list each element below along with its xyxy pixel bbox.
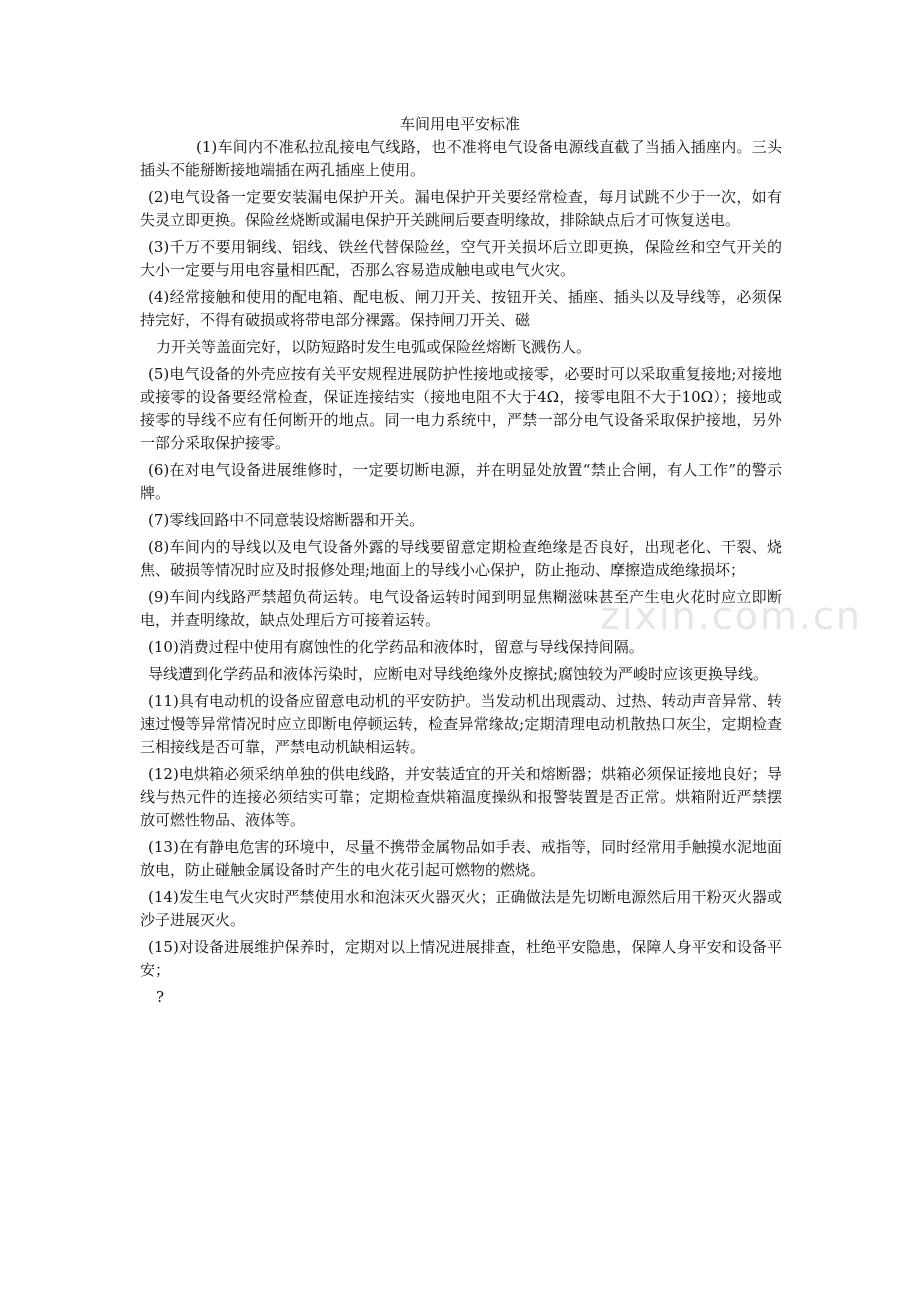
paragraph-11: (11)具有电动机的设备应留意电动机的平安防护。当发动机出现震动、过热、转动声音异常、转速过慢等异常情况时应立即断电停顿运转，检查异常缘故;定期清理电动机散热口灰尘，定期检查三相接线是否可靠，严禁电动机缺相运转。 bbox=[140, 691, 782, 756]
paragraph-8: (8)车间内的导线以及电气设备外露的导线要留意定期检查绝缘是否良好，出现老化、干裂、烧焦、破损等情况时应及时报修处理;地面上的导线小心保护，防止拖动、摩擦造成绝缘损坏； bbox=[140, 538, 782, 580]
paragraph-9: (9)车间内线路严禁超负荷运转。电气设备运转时闻到明显焦糊滋味甚至产生电火花时应立即断电，并查明缘故，缺点处理后方可接着运转。 bbox=[140, 588, 782, 630]
paragraph-4: (4)经常接触和使用的配电箱、配电板、闸刀开关、按钮开关、插座、插头以及导线等，必须保持完好，不得有破损或将带电部分裸露。保持闸刀开关、磁 bbox=[140, 288, 782, 330]
paragraph-10-continued: 导线遭到化学药品和液体污染时，应断电对导线绝缘外皮擦拭;腐蚀较为严峻时应该更换导线。 bbox=[148, 664, 769, 683]
paragraph-10: (10)消费过程中使用有腐蚀性的化学药品和液体时，留意与导线保持间隔。 bbox=[148, 638, 644, 656]
document-title: 车间用电平安标准 bbox=[399, 115, 520, 133]
paragraph-12: (12)电烘箱必须采纳单独的供电线路，并安装适宜的开关和熔断器；烘箱必须保证接地良好；导线与热元件的连接必须结实可靠；定期检查烘箱温度操纵和报警装置是否正常。烘箱附近严禁摆放可燃性物品、液体等。 bbox=[140, 764, 782, 830]
paragraph-6: (6)在对电气设备进展维修时，一定要切断电源，并在明显处放置“禁止合闸，有人工作”的警示牌。 bbox=[140, 461, 782, 503]
paragraph-7: (7)零线回路中不同意装设熔断器和开关。 bbox=[148, 511, 425, 530]
paragraph-13: (13)在有静电危害的环境中，尽量不携带金属物品如手表、戒指等，同时经常用手触摸水泥地面放电，防止碰触金属设备时产生的电火花引起可燃物的燃烧。 bbox=[140, 838, 782, 880]
paragraph-3: (3)千万不要用铜线、铝线、铁丝代替保险丝，空气开关损坏后立即更换，保险丝和空气开关的大小一定要与用电容量相匹配，否那么容易造成触电或电气火灾。 bbox=[140, 238, 782, 280]
document-body bbox=[140, 136, 782, 1013]
paragraph-4-continued: 力开关等盖面完好，以防短路时发生电弧或保险丝熔断飞溅伤人。 bbox=[156, 338, 592, 356]
paragraph-2: (2)电气设备一定要安装漏电保护开关。漏电保护开关要经常检查，每月试跳不少于一次，如有失灵立即更换。保险丝烧断或漏电保护开关跳闸后要查明缘故，排除缺点后才可恢复送电。 bbox=[140, 188, 782, 230]
paragraph-1: (1)车间内不准私拉乱接电气线路，也不准将电气设备电源线直截了当插入插座内。三头插头不能掰断接地端插在两孔插座上使用。 bbox=[140, 138, 782, 180]
watermark: zixin.com.cn bbox=[600, 594, 862, 638]
paragraph-5: (5)电气设备的外壳应按有关平安规程进展防护性接地或接零，必要时可以采取重复接地;对接地或接零的设备要经常检查，保证连接结实（接地电阻不大于4Ω，接零电阻不大于10Ω）；接地或接零的导线不应有任何断开的地点。同一电力系统中，严禁一部分电气设备采取保护接地，另外一部分采取保护接零。 bbox=[140, 364, 782, 453]
paragraph-14: (14)发生电气火灾时严禁使用水和泡沫灭火器灭火；正确做法是先切断电源然后用干粉灭火器或沙子进展灭火。 bbox=[140, 888, 782, 930]
trailing-mark: ? bbox=[156, 988, 165, 1006]
paragraph-15: (15)对设备进展维护保养时，定期对以上情况进展排查，杜绝平安隐患，保障人身平安和设备平安； bbox=[140, 938, 782, 980]
